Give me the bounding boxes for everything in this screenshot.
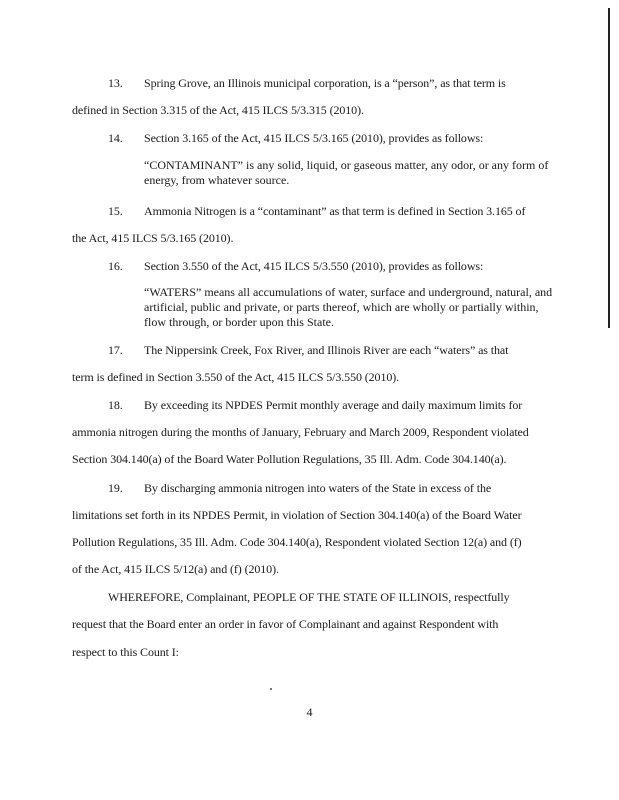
para-13-line: Spring Grove, an Illinois municipal corporation, is a “person”, as that term is: [144, 76, 506, 90]
waters-definition-quote: “WATERS” means all accumulations of water, surface and underground, natural, and artificial, public and private, or parts thereof, which are wholly or partially within, flow through, or border upon this State.: [144, 285, 553, 329]
para-19-number: 19.: [108, 481, 123, 495]
contaminant-definition-quote: “CONTAMINANT” is any solid, liquid, or gaseous matter, any odor, or any form of energy, from whatever source.: [144, 158, 549, 187]
margin-bar: [608, 8, 610, 328]
para-15-line: the Act, 415 ILCS 5/3.165 (2010).: [72, 231, 234, 245]
para-14-line: Section 3.165 of the Act, 415 ILCS 5/3.165 (2010), provides as follows:: [144, 131, 484, 145]
para-19-line: of the Act, 415 ILCS 5/12(a) and (f) (2010).: [72, 562, 279, 576]
para-16-line: Section 3.550 of the Act, 415 ILCS 5/3.550 (2010), provides as follows:: [144, 259, 484, 273]
para-14-number: 14.: [108, 131, 123, 145]
para-16-number: 16.: [108, 259, 123, 273]
para-15-number: 15.: [108, 204, 123, 218]
para-18-line: ammonia nitrogen during the months of January, February and March 2009, Respondent violated: [72, 425, 529, 439]
wherefore-line: WHEREFORE, Complainant, PEOPLE OF THE STATE OF ILLINOIS, respectfully: [108, 590, 510, 604]
para-19-line: limitations set forth in its NPDES Permit, in violation of Section 304.140(a) of the Board Water: [72, 508, 522, 522]
para-18-number: 18.: [108, 398, 123, 412]
para-19-line: By discharging ammonia nitrogen into waters of the State in excess of the: [144, 481, 492, 495]
para-17-line: term is defined in Section 3.550 of the Act, 415 ILCS 5/3.550 (2010).: [72, 370, 400, 384]
para-19-line: Pollution Regulations, 35 Ill. Adm. Code 304.140(a), Respondent violated Section 12(a) and (f): [72, 535, 522, 549]
para-13-number: 13.: [108, 76, 123, 90]
wherefore-line: request that the Board enter an order in favor of Complainant and against Respondent with: [72, 617, 499, 631]
para-18-line: Section 304.140(a) of the Board Water Pollution Regulations, 35 Ill. Adm. Code 304.140(a).: [72, 452, 507, 466]
wherefore-line: respect to this Count I:: [72, 645, 179, 659]
page-number: 4: [306, 705, 313, 719]
para-13-line: defined in Section 3.315 of the Act, 415 ILCS 5/3.315 (2010).: [72, 103, 364, 117]
scan-speck: [270, 688, 272, 690]
para-15-line: Ammonia Nitrogen is a “contaminant” as that term is defined in Section 3.165 of: [144, 204, 526, 218]
para-18-line: By exceeding its NPDES Permit monthly average and daily maximum limits for: [144, 398, 523, 412]
para-17-number: 17.: [108, 343, 123, 357]
para-17-line: The Nippersink Creek, Fox River, and Illinois River are each “waters” as that: [144, 343, 509, 357]
